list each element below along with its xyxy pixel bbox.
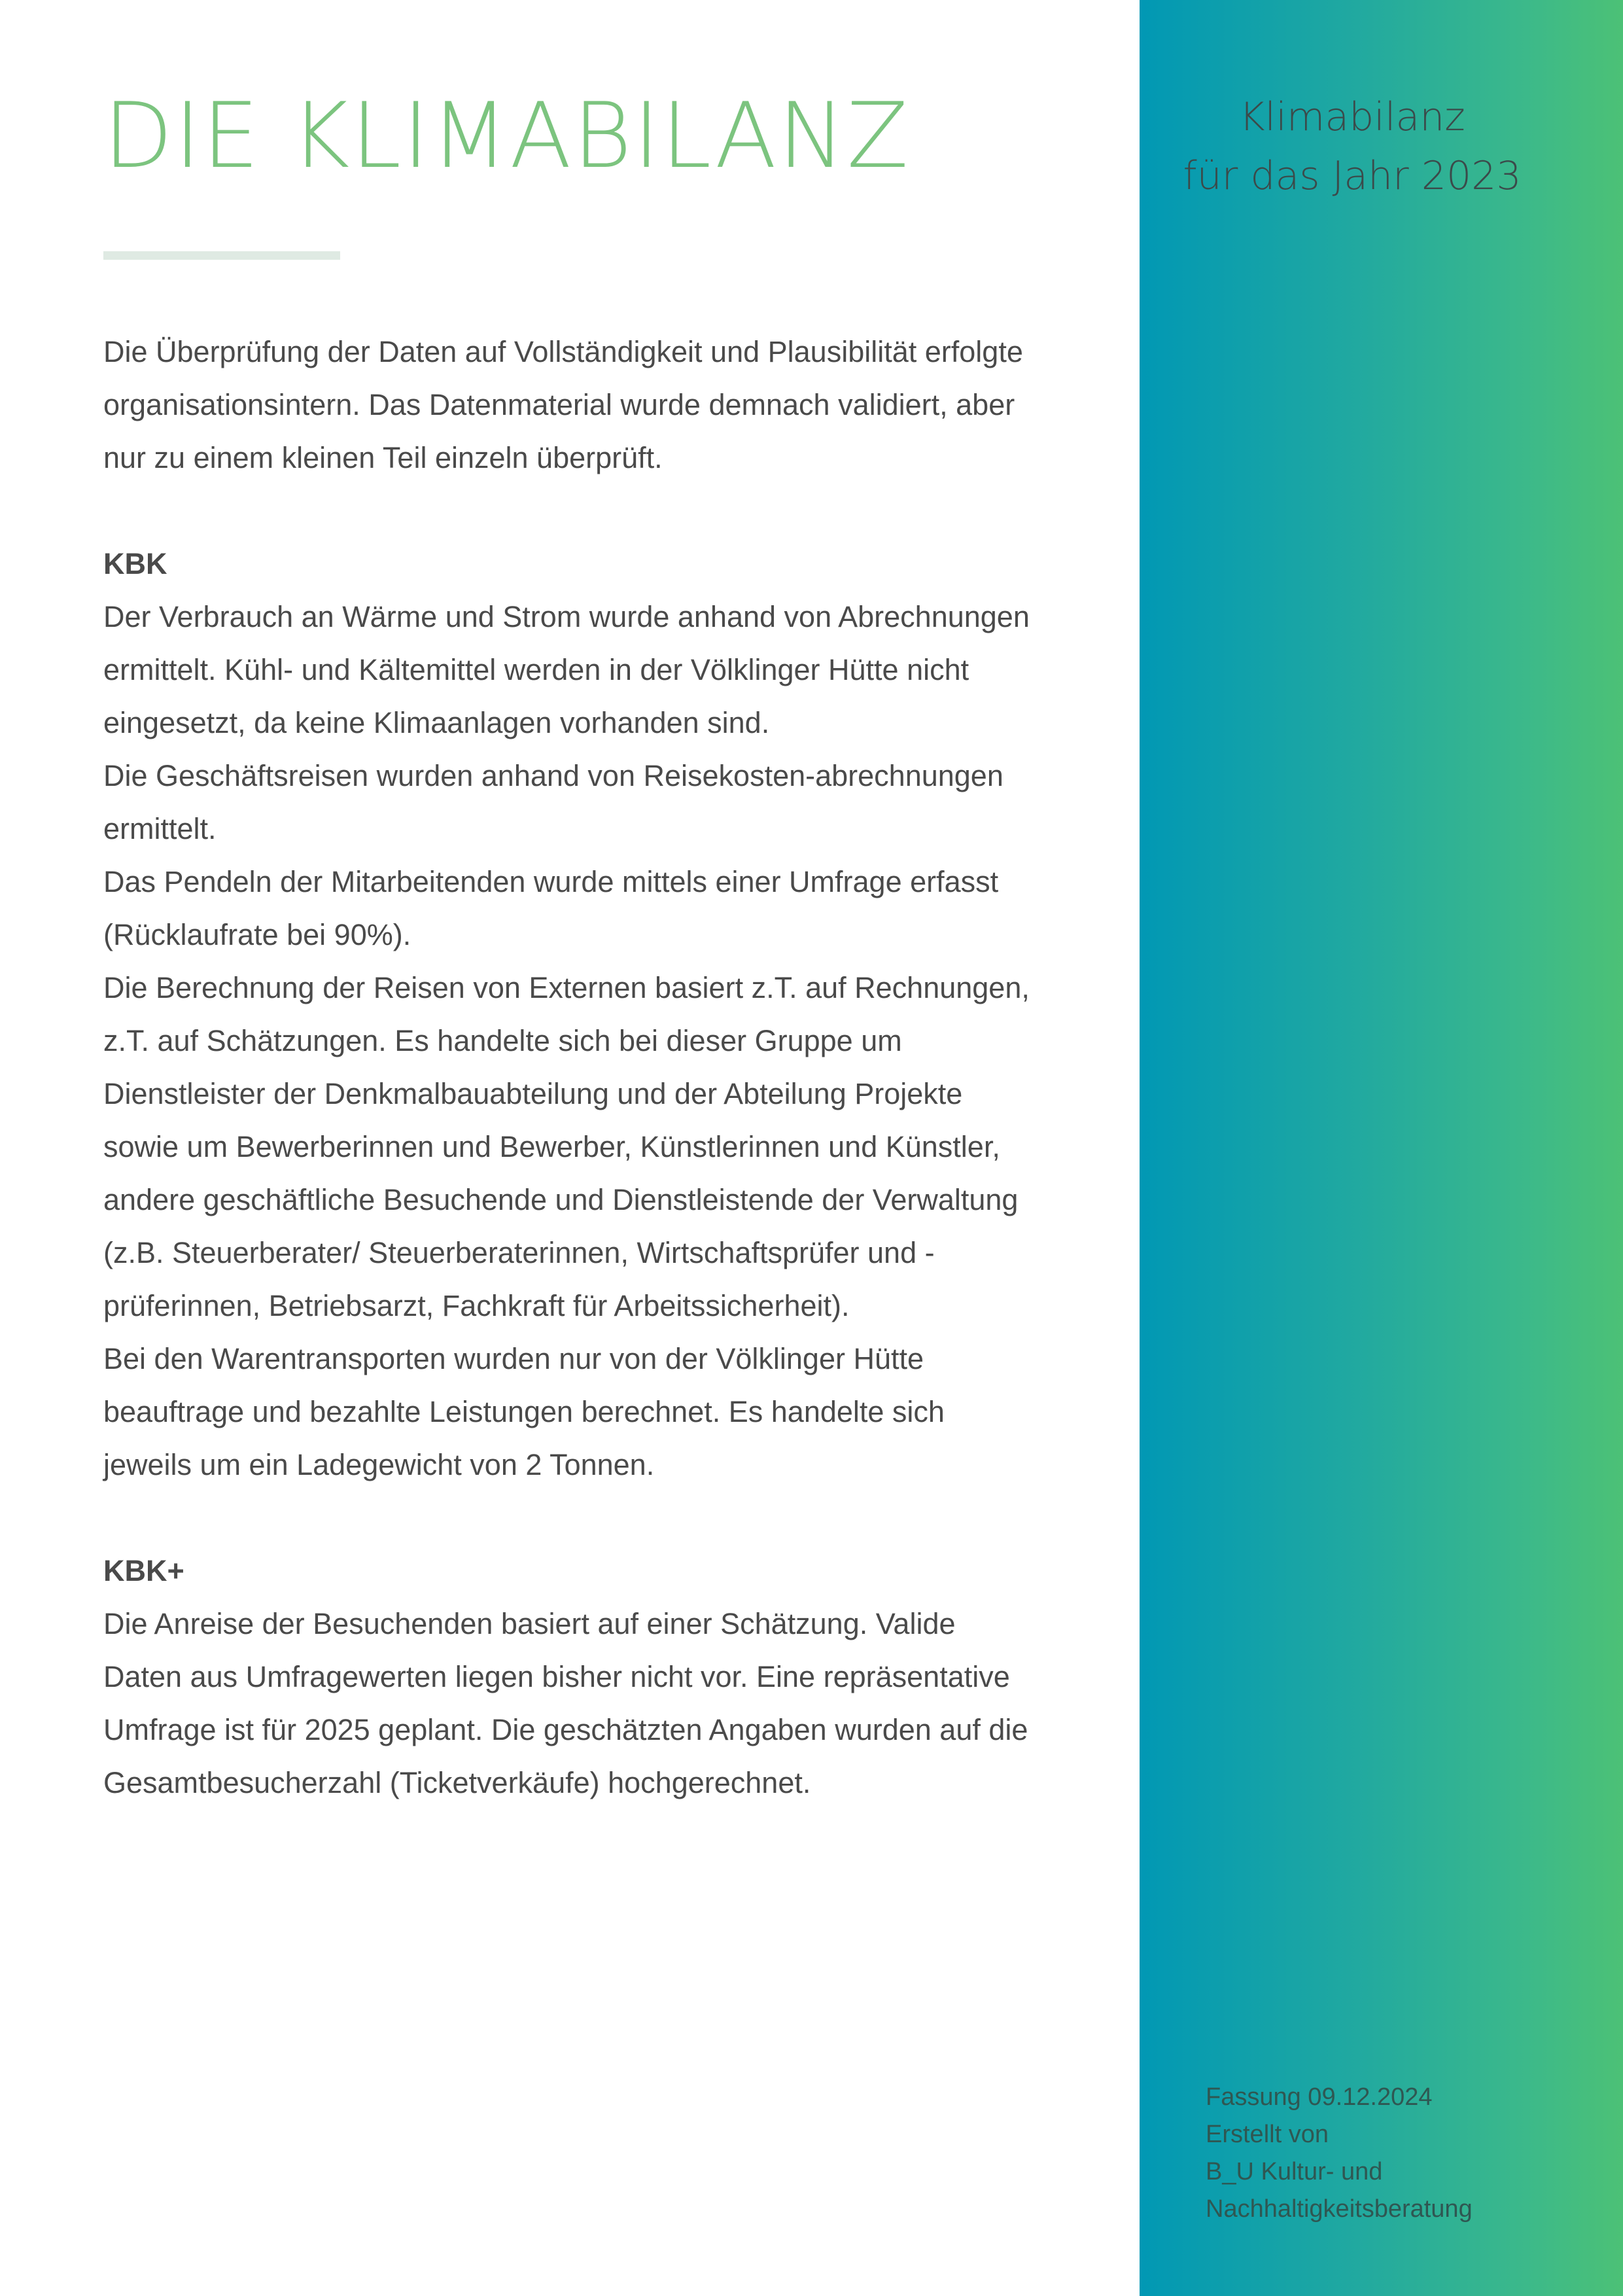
author-line-1: B_U Kultur- und xyxy=(1206,2158,1383,2185)
sidebar-footer xyxy=(1206,2079,1473,2228)
sidebar-title-line-2: für das Jahr 2023 xyxy=(1183,153,1522,199)
kbk-paragraph-commuting: Das Pendeln der Mitarbeitenden wurde mittels einer Umfrage erfasst (Rücklaufrate bei 90%). xyxy=(103,865,999,951)
intro-paragraph: Die Überprüfung der Daten auf Vollständigkeit und Plausibilität erfolgte organisationsintern. Das Datenmaterial wurde demnach validiert, aber nur zu einem kleinen Teil einzeln überprüft. xyxy=(103,335,1023,474)
sidebar-title xyxy=(1140,88,1565,205)
body-text xyxy=(103,325,1032,1809)
created-by-label: Erstellt von xyxy=(1206,2121,1329,2148)
version-date: Fassung 09.12.2024 xyxy=(1206,2083,1433,2111)
kbk-paragraph-external-travel: Die Berechnung der Reisen von Externen basiert z.T. auf Rechnungen, z.T. auf Schätzungen. Es handelte sich bei dieser Gruppe um Dienstleister der Denkmalbauabteilung und der Abteilung Projekte sowie um Bewerberinnen und Bewerber, Künstlerinnen und Künstler, andere geschäftliche Besuchende und Dienstleistende der Verwaltung (z.B. Steuerberater/ Steuerberaterinnen, Wirtschaftsprüfer und -prüferinnen, Betriebsarzt, Fachkraft für Arbeitssicherheit). xyxy=(103,971,1030,1322)
section-heading-kbk-plus: KBK+ xyxy=(103,1554,184,1587)
page-title: DIE KLIMABILANZ xyxy=(103,83,910,188)
sidebar-gradient-panel xyxy=(1140,0,1623,2296)
kbk-paragraph-energy: Der Verbrauch an Wärme und Strom wurde anhand von Abrechnungen ermittelt. Kühl- und Kältemittel werden in der Völklinger Hütte nicht eingesetzt, da keine Klimaanlagen vorhanden sind. xyxy=(103,600,1030,739)
title-underline-divider xyxy=(103,251,340,260)
kbk-paragraph-business-travel: Die Geschäftsreisen wurden anhand von Reisekosten-abrechnungen ermittelt. xyxy=(103,759,1003,845)
sidebar-title-line-1: Klimabilanz xyxy=(1239,94,1465,140)
kbk-plus-paragraph-visitors: Die Anreise der Besuchenden basiert auf einer Schätzung. Valide Daten aus Umfragewerten liegen bisher nicht vor. Eine repräsentative Umfrage ist für 2025 geplant. Die geschätzten Angaben wurden auf die Gesamtbesucherzahl (Ticketverkäufe) hochgerechnet. xyxy=(103,1607,1028,1799)
author-line-2: Nachhaltigkeitsberatung xyxy=(1206,2195,1473,2223)
kbk-paragraph-goods-transport: Bei den Warentransporten wurden nur von der Völklinger Hütte beauftrage und bezahlte Leistungen berechnet. Es handelte sich jeweils um ein Ladegewicht von 2 Tonnen. xyxy=(103,1342,945,1481)
section-heading-kbk: KBK xyxy=(103,547,167,580)
